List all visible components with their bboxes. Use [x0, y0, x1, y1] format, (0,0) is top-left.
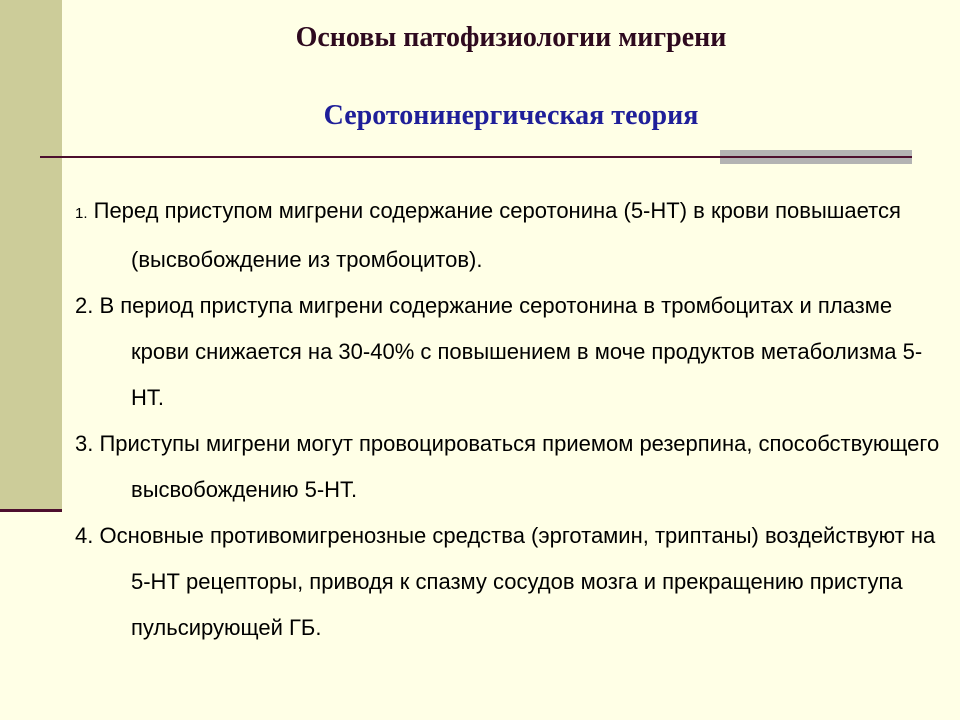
point-text: Перед приступом мигрени содержание серотонина (5-НТ) в крови повышается (высвобождение из тромбоцитов). — [87, 198, 901, 272]
side-band-divider — [0, 509, 62, 512]
point-text: Основные противомигренозные средства (эрготамин, триптаны) воздействуют на 5-НТ рецепторы, приводя к спазму сосудов мозга и прекращению приступа пульсирующей ГБ. — [93, 523, 936, 640]
slide-title: Основы патофизиологии мигрени — [295, 22, 727, 53]
point-number: 3. — [75, 431, 94, 456]
list-item — [75, 188, 950, 283]
slide-subtitle: Серотонинергическая теория — [323, 100, 699, 131]
list-item — [75, 513, 950, 651]
list-item — [75, 283, 950, 421]
list-item — [75, 421, 950, 513]
point-text: В период приступа мигрени содержание серотонина в тромбоцитах и плазме крови снижается на 30-40% с повышением в моче продуктов метаболизма 5-НТ. — [93, 293, 923, 410]
point-number: 1. — [75, 205, 88, 222]
side-band — [0, 0, 62, 512]
points-list — [75, 188, 950, 651]
point-number: 2. — [75, 293, 94, 318]
point-text: Приступы мигрени могут провоцироваться приемом резерпина, способствующего высвобождению 5-НТ. — [93, 431, 940, 502]
point-number: 4. — [75, 523, 94, 548]
title-divider-accent — [720, 150, 912, 164]
